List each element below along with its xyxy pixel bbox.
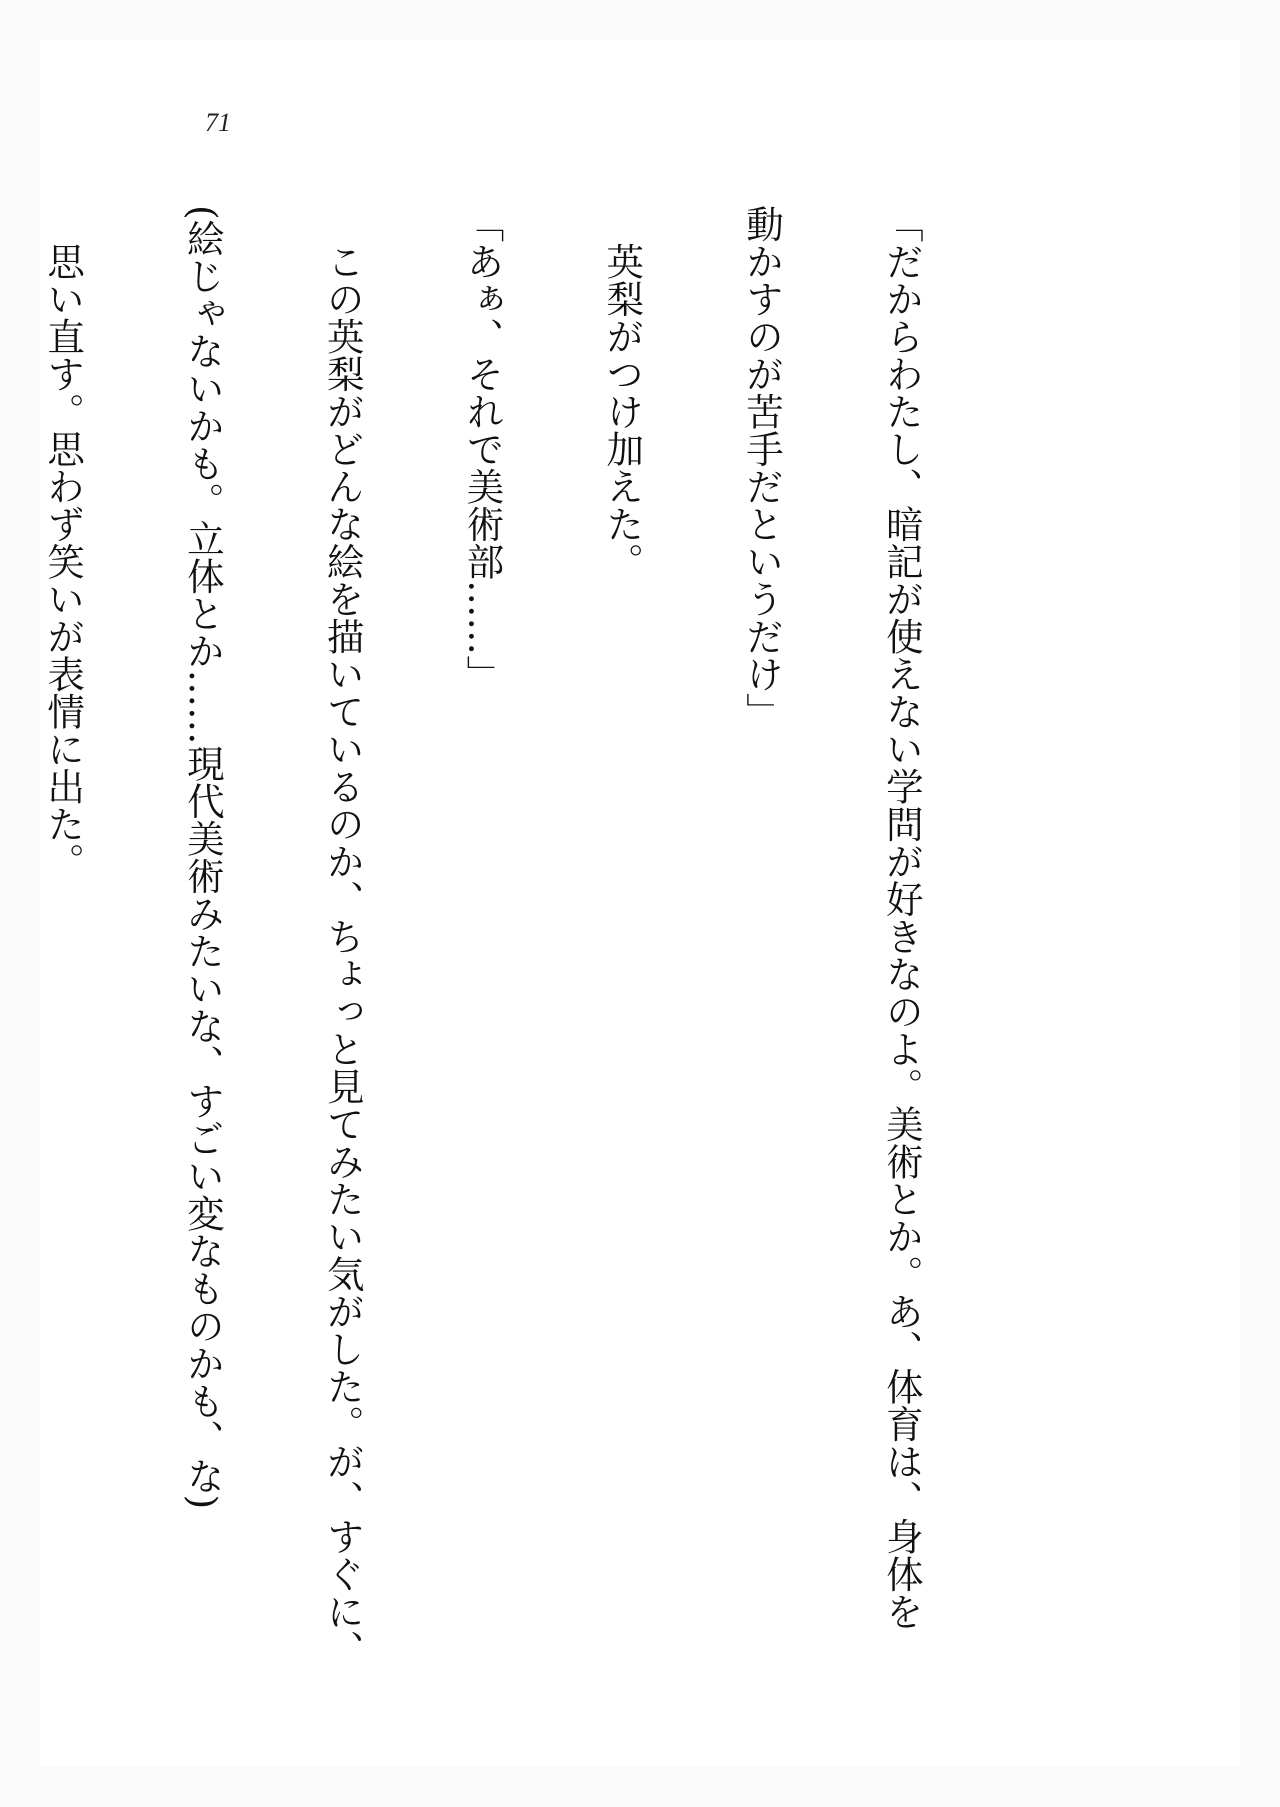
text-line: 「だからわたし、暗記が使えない学問が好きなのよ。美術とか。あ、体育は、身体を [879,205,924,1630]
page-number: 71 [205,108,231,137]
text-line: 思い直す。思わず笑いが表情に出た。 [41,205,86,880]
text-line: (絵じゃないかも。立体とか……現代美術みたいな、すごい変なものかも、な) [180,205,225,1510]
text-line: 動かすのが苦手だというだけ」 [740,205,785,730]
text-line: この英梨がどんな絵を描いているのか、ちょっと見てみたい気がした。が、すぐに、 [320,205,365,1668]
text-line: 「あぁ、それで美術部……」 [460,205,505,693]
vertical-text-body [0,205,1018,1668]
text-line: 英梨がつけ加えた。 [600,205,645,580]
